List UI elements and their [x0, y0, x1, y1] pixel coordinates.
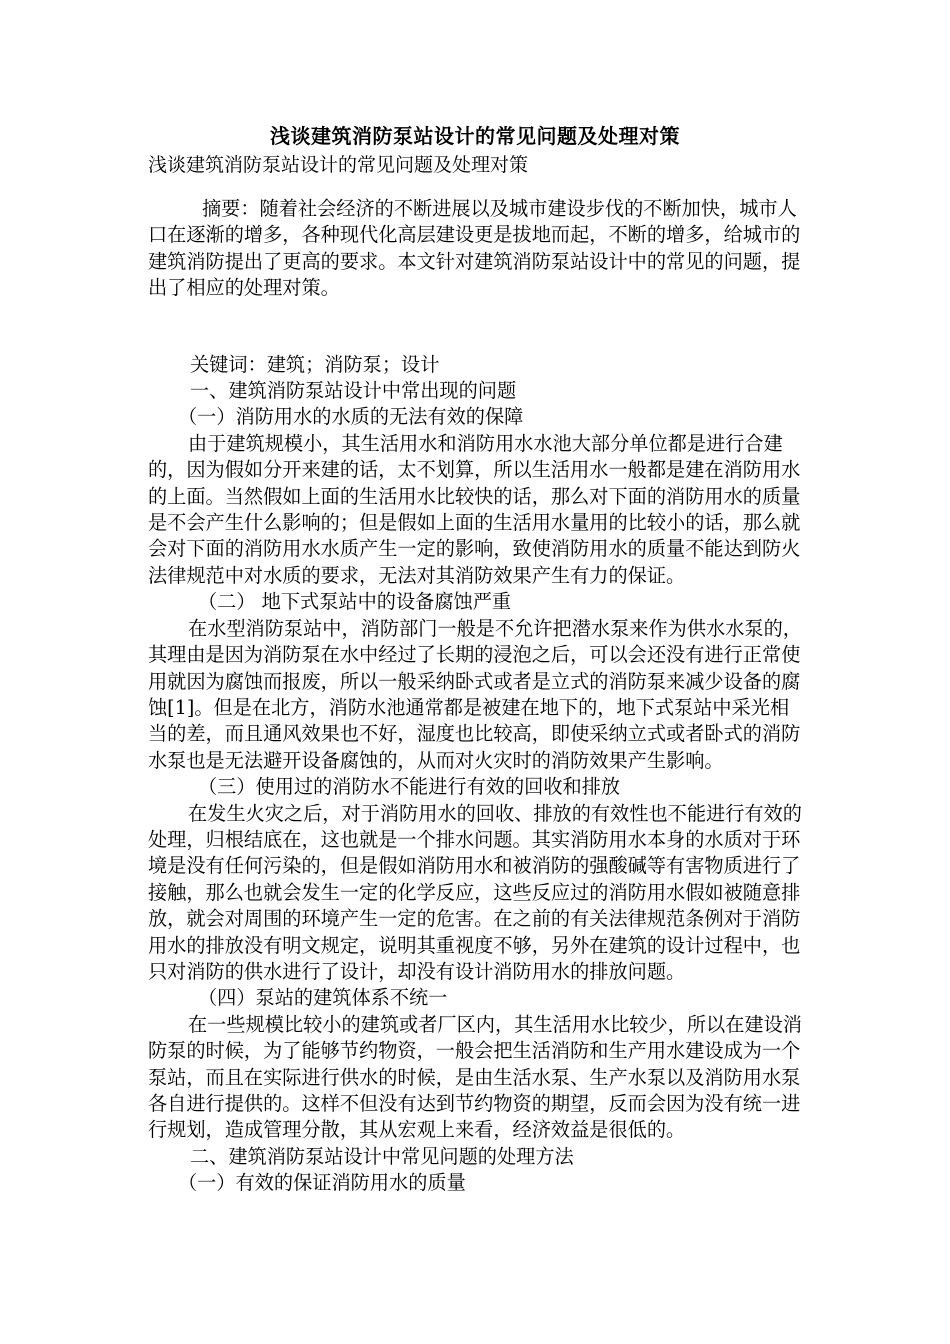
section-1-heading: 一、建筑消防泵站设计中常出现的问题: [190, 379, 517, 403]
subsection-1-1-heading: （一）消防用水的水质的无法有效的保障: [178, 405, 524, 429]
subsection-1-3-paragraph: 在发生火灾之后，对于消防用水的回收、排放的有效性也不能进行有效的处理，归根结底在，这也就是一个排水问题。其实消防用水本身的水质对于环境是没有任何污染的，但是假如消防用水和被消防的强酸碱等有害物质进行了接触，那么也就会发生一定的化学反应，这些反应过的消防用水假如被随意排放，就会对周围的环境产生一定的危害。在之前的有关法律规范条例对于消防用水的排放没有明文规定，说明其重视度不够，另外在建筑的设计过程中，也只对消防的供水进行了设计，却没有设计消防用水的排放问题。: [148, 801, 802, 983]
subsection-1-4-heading: （四）泵站的建筑体系不统一: [198, 986, 448, 1010]
subsection-1-3-heading: （三）使用过的消防水不能进行有效的回收和排放: [198, 775, 621, 799]
document-subtitle: 浅谈建筑消防泵站设计的常见问题及处理对策: [148, 154, 529, 176]
subsection-1-2-paragraph: 在水型消防泵站中，消防部门一般是不允许把潜水泵来作为供水水泵的，其理由是因为消防泵在水中经过了长期的浸泡之后，可以会还没有进行正常使用就因为腐蚀而报废，所以一般采纳卧式或者是立式的消防泵来减少设备的腐蚀[1]。但是在北方，消防水池通常都是被建在地下的，地下式泵站中采光相当的差，而且通风效果也不好，湿度也比较高，即使采纳立式或者卧式的消防水泵也是无法避开设备腐蚀的，从而对火灾时的消防效果产生影响。: [148, 616, 802, 772]
subsection-2-1-heading: （一）有效的保证消防用水的质量: [178, 1171, 466, 1195]
subsection-1-2-heading: （二） 地下式泵站中的设备腐蚀严重: [198, 590, 512, 614]
subsection-1-4-paragraph: 在一些规模比较小的建筑或者厂区内，其生活用水比较少，所以在建设消防泵的时候，为了能够节约物资，一般会把生活消防和生产用水建设成为一个泵站，而且在实际进行供水的时候，是由生活水泵、生产水泵以及消防用水泵各自进行提供的。这样不但没有达到节约物资的期望，反而会因为没有统一进行规划，造成管理分散，其从宏观上来看，经济效益是很低的。: [148, 1012, 802, 1142]
keywords-line: 关键词：建筑；消防泵；设计: [190, 352, 440, 376]
spacer: [148, 302, 808, 328]
subsection-1-1-paragraph: 由于建筑规模小，其生活用水和消防用水水池大部分单位都是进行合建的，因为假如分开来建的话，太不划算，所以生活用水一般都是建在消防用水的上面。当然假如上面的生活用水比较快的话，那么对下面的消防用水的质量是不会产生什么影响的；但是假如上面的生活用水量用的比较小的话，那么就会对下面的消防用水水质产生一定的影响，致使消防用水的质量不能达到防火法律规范中对水质的要求，无法对其消防效果产生有力的保证。: [148, 431, 801, 587]
document-title: 浅谈建筑消防泵站设计的常见问题及处理对策: [270, 124, 680, 148]
section-2-heading: 二、建筑消防泵站设计中常见问题的处理方法: [190, 1144, 574, 1168]
abstract-paragraph: 摘要：随着社会经济的不断进展以及城市建设步伐的不断加快，城市人口在逐渐的增多，各种现代化高层建设更是拔地而起，不断的增多，给城市的建筑消防提出了更高的要求。本文针对建筑消防泵站设计中的常见的问题，提出了相应的处理对策。: [148, 197, 801, 300]
document-body: [148, 196, 808, 1197]
